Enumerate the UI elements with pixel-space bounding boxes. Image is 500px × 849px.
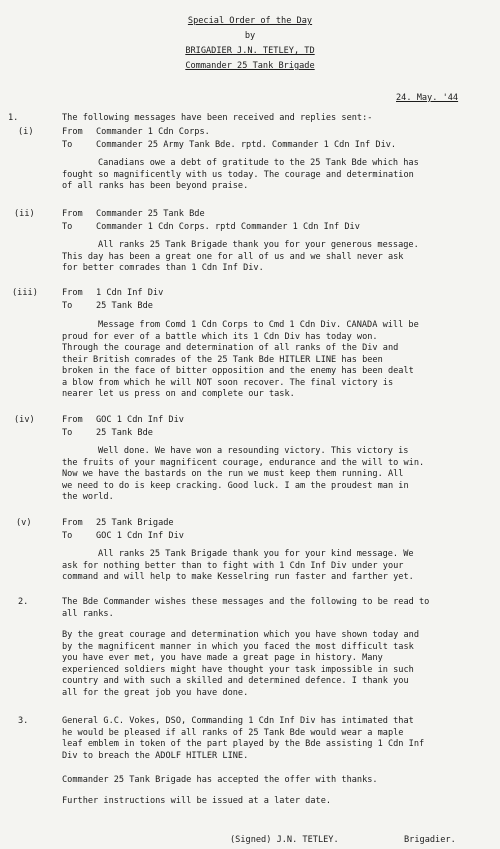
item-1-number: 1.	[8, 113, 19, 123]
message-label: (iii)	[12, 288, 38, 298]
from-key: From	[62, 209, 83, 219]
message-body	[62, 446, 424, 504]
from-key: From	[62, 127, 83, 137]
document-title: Special Order of the Day	[187, 16, 313, 26]
body-line: fought so magnificently with us today. The courage and determination	[62, 169, 414, 180]
body-line: Well done. We have won a resounding victory. This victory is	[98, 446, 409, 456]
to-value: GOC 1 Cdn Inf Div	[96, 531, 184, 541]
body-line: proud for ever of a battle which its 1 Cdn Div has today won.	[62, 331, 378, 342]
signature: (Signed) J.N. TETLEY.	[230, 835, 339, 845]
body-line: their British comrades of the 25 Tank Bde HITLER LINE has been	[62, 354, 383, 365]
message-body	[62, 158, 419, 193]
from-value: GOC 1 Cdn Inf Div	[96, 415, 184, 425]
body-line: leaf emblem in token of the part played by the Bde assisting 1 Cdn Inf	[62, 739, 425, 749]
from-value: 25 Tank Brigade	[96, 518, 174, 528]
item-2-number: 2.	[18, 597, 29, 607]
message-body	[62, 240, 419, 275]
body-line: country and with such a skilled and determined defence. I thank you	[62, 676, 409, 686]
intro-line: The Bde Commander wishes these messages and the following to be read to	[62, 597, 430, 607]
body-line: Message from Comd 1 Cdn Corps to Cmd 1 Cdn Div. CANADA will be	[98, 320, 419, 330]
to-value: Commander 25 Army Tank Bde. rptd. Commander 1 Cdn Inf Div.	[96, 140, 397, 150]
signature-rank: Brigadier.	[404, 835, 456, 845]
body-line: This day has been a great one for all of us and we shall never ask	[62, 251, 404, 262]
further-instructions: Further instructions will be issued at a later date.	[62, 796, 332, 806]
accepted-line: Commander 25 Tank Brigade has accepted the offer with thanks.	[62, 775, 378, 785]
body-line: he would be pleased if all ranks of 25 Tank Bde would wear a maple	[62, 727, 404, 738]
message-body	[62, 320, 419, 401]
to-key: To	[62, 222, 73, 232]
body-line: All ranks 25 Tank Brigade thank you for your generous message.	[98, 240, 419, 250]
body-line: the world.	[62, 492, 114, 502]
to-key: To	[62, 531, 73, 541]
to-key: To	[62, 428, 73, 438]
from-key: From	[62, 415, 83, 425]
message-label: (iv)	[14, 415, 35, 425]
to-key: To	[62, 301, 73, 311]
body-line: experienced soldiers might have thought your task impossible in such	[62, 664, 414, 675]
body-line: a blow from which he will NOT soon recover. The final victory is	[62, 377, 394, 388]
author-role: Commander 25 Tank Brigade	[185, 61, 315, 71]
from-value: Commander 1 Cdn Corps.	[96, 127, 210, 137]
body-line: we need to do is keep cracking. Good luck. I am the proudest man in	[62, 480, 409, 491]
message-label: (ii)	[14, 209, 35, 219]
item-1-intro: The following messages have been received and replies sent:-	[62, 113, 373, 123]
item-2-intro	[62, 597, 429, 620]
message-body	[62, 549, 414, 584]
to-key: To	[62, 140, 73, 150]
intro-line: all ranks.	[62, 608, 114, 619]
item-3-body	[62, 716, 424, 762]
body-line: ask for nothing better than to fight with 1 Cdn Inf Div under your	[62, 560, 404, 571]
body-line: of all ranks has been beyond praise.	[62, 181, 249, 191]
body-line: you have ever met, you have made a great page in history. Many	[62, 653, 383, 663]
item-3-number: 3.	[18, 716, 29, 726]
to-value: 25 Tank Bde	[96, 301, 153, 311]
author-name: BRIGADIER J.N. TETLEY, TD	[185, 46, 315, 56]
body-line: all for the great job you have done.	[62, 687, 249, 698]
from-value: Commander 25 Tank Bde	[96, 209, 205, 219]
by-line: by	[244, 31, 256, 41]
body-line: nearer let us press on and complete our task.	[62, 389, 295, 399]
body-line: for better comrades than 1 Cdn Inf Div.	[62, 263, 264, 273]
to-value: Commander 1 Cdn Corps. rptd Commander 1 Cdn Inf Div	[96, 222, 360, 232]
message-label: (v)	[16, 518, 32, 528]
body-line: command and will help to make Kesselring run faster and farther yet.	[62, 572, 414, 582]
body-line: General G.C. Vokes, DSO, Commanding 1 Cdn Inf Div has intimated that	[62, 716, 414, 726]
body-line: By the great courage and determination which you have shown today and	[62, 630, 419, 640]
body-line: the fruits of your magnificent courage, endurance and the will to win.	[62, 457, 425, 468]
body-line: Canadians owe a debt of gratitude to the 25 Tank Bde which has	[98, 158, 419, 168]
item-2-body	[62, 630, 419, 699]
body-line: broken in the face of bitter opposition and the enemy has been dealt	[62, 366, 414, 376]
from-value: 1 Cdn Inf Div	[96, 288, 164, 298]
body-line: Now we have the bastards on the run we must keep them running. All	[62, 469, 404, 479]
document-date: 24. May. '44	[396, 93, 459, 103]
body-line: All ranks 25 Tank Brigade thank you for your kind message. We	[98, 549, 414, 559]
from-key: From	[62, 288, 83, 298]
message-label: (i)	[18, 127, 34, 137]
body-line: by the magnificent manner in which you faced the most difficult task	[62, 641, 414, 652]
from-key: From	[62, 518, 83, 528]
to-value: 25 Tank Bde	[96, 428, 153, 438]
body-line: Through the courage and determination of all ranks of the Div and	[62, 343, 399, 353]
body-line: Div to breach the ADOLF HITLER LINE.	[62, 750, 249, 761]
